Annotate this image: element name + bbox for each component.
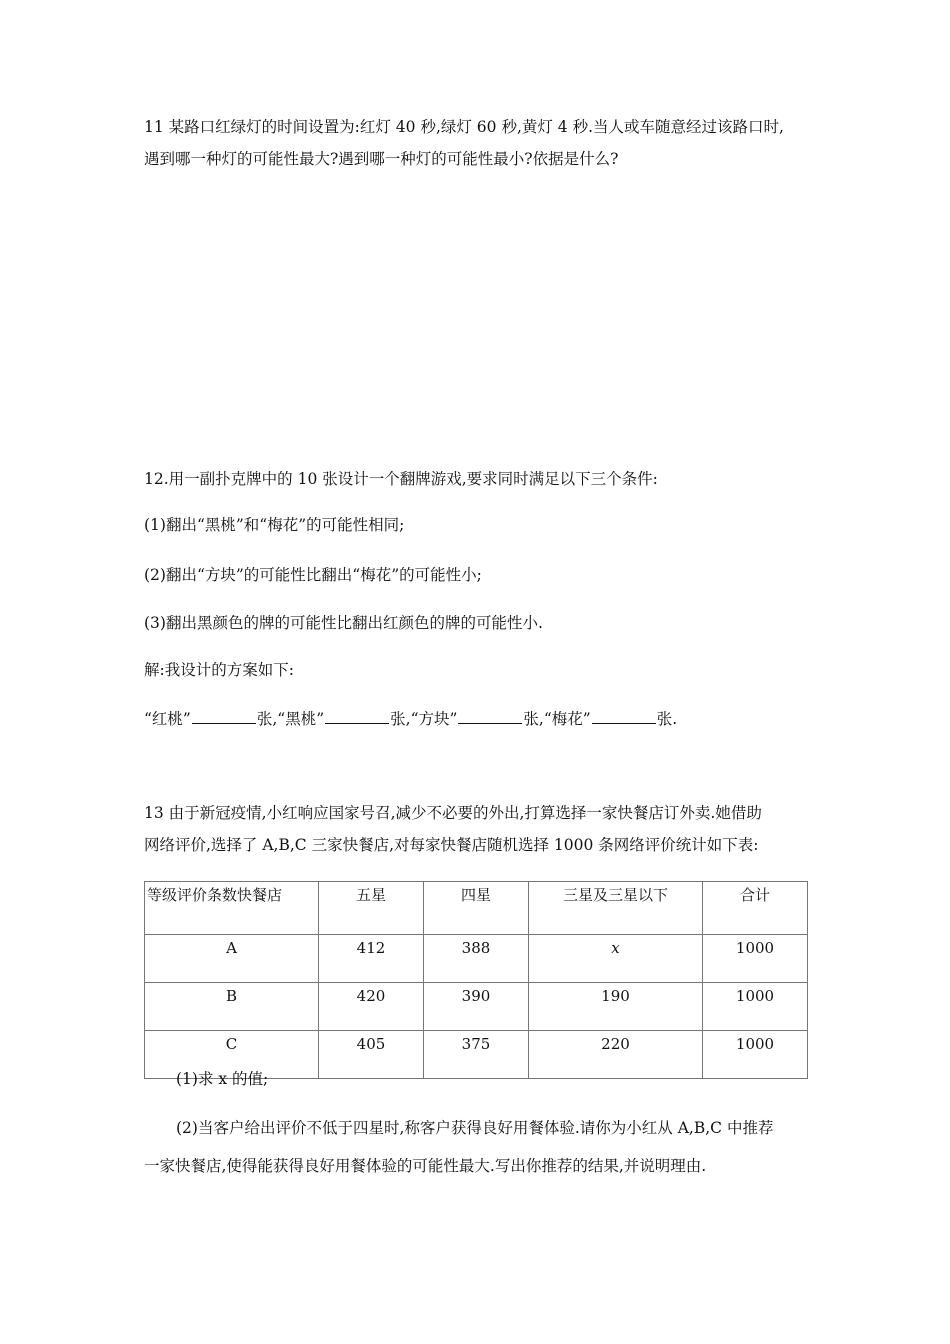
- header-cell: 等级评价条数快餐店: [145, 882, 319, 935]
- blank-clubs[interactable]: [592, 709, 656, 724]
- table-cell: 220: [529, 1031, 703, 1079]
- q13-sub-1: (1)求 x 的值;: [176, 1070, 269, 1088]
- table-row: [145, 983, 808, 1031]
- header-cell: 三星及三星以下: [529, 882, 703, 935]
- table-header-row: [145, 882, 808, 935]
- table-row: [145, 935, 808, 983]
- table-cell: B: [145, 983, 319, 1031]
- blank-diamonds[interactable]: [458, 709, 522, 724]
- table-cell: 390: [424, 983, 529, 1031]
- q12-condition-1: (1)翻出“黑桃”和“梅花”的可能性相同;: [144, 516, 405, 534]
- table-cell: 1000: [703, 983, 808, 1031]
- q12-condition-2: (2)翻出“方块”的可能性比翻出“梅花”的可能性小;: [144, 566, 482, 584]
- table-cell: 1000: [703, 935, 808, 983]
- table-cell: x: [529, 935, 703, 983]
- table-cell: 190: [529, 983, 703, 1031]
- table-cell: 420: [319, 983, 424, 1031]
- q13-sub-2-line-1: (2)当客户给出评价不低于四星时,称客户获得良好用餐体验.请你为小红从 A,B,C 中推荐: [176, 1119, 774, 1137]
- q12-solution: 解:我设计的方案如下:: [144, 661, 294, 679]
- table-cell: 1000: [703, 1031, 808, 1079]
- q13-sub-2-line-2: 一家快餐店,使得能获得良好用餐体验的可能性最大.写出你推荐的结果,并说明理由.: [144, 1157, 707, 1175]
- q11-line-2: 遇到哪一种灯的可能性最大?遇到哪一种灯的可能性最小?依据是什么?: [144, 150, 619, 168]
- blank-hearts[interactable]: [192, 709, 256, 724]
- header-cell: 合计: [703, 882, 808, 935]
- blank-spades[interactable]: [325, 709, 389, 724]
- table-cell: A: [145, 935, 319, 983]
- table-cell: 405: [319, 1031, 424, 1079]
- header-cell: 四星: [424, 882, 529, 935]
- fill-text-diamonds: 张,“方块”: [390, 710, 458, 728]
- fill-text-clubs: 张,“梅花”: [523, 710, 591, 728]
- ratings-table: [144, 881, 808, 1079]
- table-cell: 388: [424, 935, 529, 983]
- fill-text-spades: 张,“黑桃”: [256, 710, 325, 728]
- q12-condition-3: (3)翻出黑颜色的牌的可能性比翻出红颜色的牌的可能性小.: [144, 614, 543, 632]
- q13-line-2: 网络评价,选择了 A,B,C 三家快餐店,对每家快餐店随机选择 1000 条网络评价统计如下表:: [144, 836, 759, 854]
- fill-text-hearts: “红桃”: [144, 710, 191, 728]
- q13-line-1: 13 由于新冠疫情,小红响应国家号召,减少不必要的外出,打算选择一家快餐店订外卖.她借助: [144, 804, 762, 822]
- q12-fill-line: [144, 709, 677, 729]
- table-cell: C: [145, 1031, 319, 1079]
- table-cell: 412: [319, 935, 424, 983]
- header-cell: 五星: [319, 882, 424, 935]
- fill-text-end: 张.: [656, 710, 678, 728]
- table-cell: 375: [424, 1031, 529, 1079]
- q12-intro: 12.用一副扑克牌中的 10 张设计一个翻牌游戏,要求同时满足以下三个条件:: [144, 470, 658, 488]
- q11-line-1: 11 某路口红绿灯的时间设置为:红灯 40 秒,绿灯 60 秒,黄灯 4 秒.当人或车随意经过该路口时,: [144, 118, 784, 136]
